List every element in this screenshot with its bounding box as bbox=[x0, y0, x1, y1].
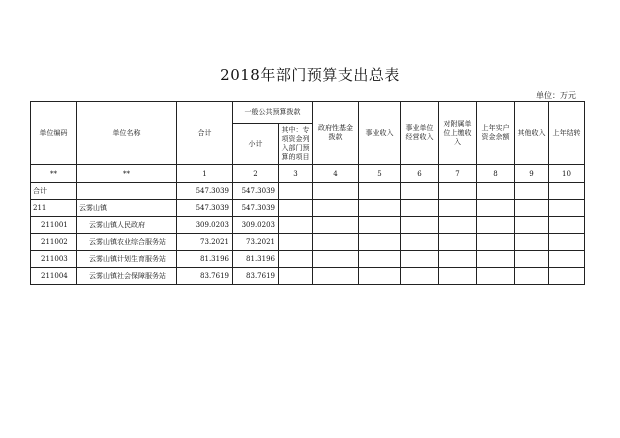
index-cell: 7 bbox=[439, 165, 477, 183]
header-general-budget: 一般公共预算拨款 bbox=[233, 102, 313, 124]
cell-name: 云雾山镇计划生育服务站 bbox=[77, 251, 177, 268]
empty-cell bbox=[401, 217, 439, 234]
empty-cell bbox=[359, 234, 401, 251]
header-subordinate-turnover: 对附属单位上缴收入 bbox=[439, 102, 477, 165]
empty-cell bbox=[401, 234, 439, 251]
cell-total: 83.7619 bbox=[177, 268, 233, 285]
header-career-income: 事业收入 bbox=[359, 102, 401, 165]
empty-cell bbox=[279, 217, 313, 234]
cell-code: 211001 bbox=[31, 217, 77, 234]
index-cell: 6 bbox=[401, 165, 439, 183]
header-gov-fund: 政府性基金拨款 bbox=[313, 102, 359, 165]
cell-total: 81.3196 bbox=[177, 251, 233, 268]
cell-total: 73.2021 bbox=[177, 234, 233, 251]
empty-cell bbox=[515, 268, 549, 285]
empty-cell bbox=[515, 217, 549, 234]
empty-cell bbox=[359, 183, 401, 200]
index-cell: ** bbox=[31, 165, 77, 183]
index-cell: 4 bbox=[313, 165, 359, 183]
empty-cell bbox=[359, 268, 401, 285]
empty-cell bbox=[515, 234, 549, 251]
table-row bbox=[31, 217, 585, 234]
empty-cell bbox=[439, 200, 477, 217]
cell-subtotal: 83.7619 bbox=[233, 268, 279, 285]
empty-cell bbox=[313, 200, 359, 217]
cell-name: 云雾山镇社会保障服务站 bbox=[77, 268, 177, 285]
empty-cell bbox=[477, 234, 515, 251]
index-cell: 5 bbox=[359, 165, 401, 183]
empty-cell bbox=[549, 251, 585, 268]
empty-cell bbox=[401, 200, 439, 217]
header-unit-name: 单位名称 bbox=[77, 102, 177, 165]
empty-cell bbox=[439, 234, 477, 251]
table-row bbox=[31, 268, 585, 285]
header-career-operating: 事业单位经营收入 bbox=[401, 102, 439, 165]
cell-name: 云雾山镇 bbox=[77, 200, 177, 217]
empty-cell bbox=[313, 183, 359, 200]
empty-cell bbox=[439, 251, 477, 268]
index-cell: ** bbox=[77, 165, 177, 183]
empty-cell bbox=[279, 234, 313, 251]
cell-subtotal: 547.3039 bbox=[233, 183, 279, 200]
empty-cell bbox=[549, 268, 585, 285]
empty-cell bbox=[313, 217, 359, 234]
empty-cell bbox=[279, 183, 313, 200]
empty-cell bbox=[401, 268, 439, 285]
cell-total: 547.3039 bbox=[177, 183, 233, 200]
empty-cell bbox=[477, 200, 515, 217]
empty-cell bbox=[515, 251, 549, 268]
cell-subtotal: 81.3196 bbox=[233, 251, 279, 268]
empty-cell bbox=[549, 200, 585, 217]
empty-cell bbox=[549, 183, 585, 200]
cell-code: 211 bbox=[31, 200, 77, 217]
header-carry-forward: 上年结转 bbox=[549, 102, 585, 165]
index-cell: 3 bbox=[279, 165, 313, 183]
unit-label: 单位：万元 bbox=[536, 91, 576, 100]
cell-total: 547.3039 bbox=[177, 200, 233, 217]
table-row bbox=[31, 251, 585, 268]
empty-cell bbox=[515, 183, 549, 200]
header-other-income: 其他收入 bbox=[515, 102, 549, 165]
header-special-funds: 其中：专项资金列入部门预算的项目 bbox=[279, 124, 313, 165]
empty-cell bbox=[477, 183, 515, 200]
cell-name bbox=[77, 183, 177, 200]
header-prev-balance: 上年实户资金余额 bbox=[477, 102, 515, 165]
empty-cell bbox=[549, 217, 585, 234]
budget-table bbox=[30, 101, 585, 285]
header-unit-code: 单位编码 bbox=[31, 102, 77, 165]
empty-cell bbox=[477, 217, 515, 234]
cell-total: 309.0203 bbox=[177, 217, 233, 234]
cell-subtotal: 309.0203 bbox=[233, 217, 279, 234]
cell-code: 合计 bbox=[31, 183, 77, 200]
header-total: 合计 bbox=[177, 102, 233, 165]
empty-cell bbox=[359, 217, 401, 234]
empty-cell bbox=[279, 200, 313, 217]
empty-cell bbox=[279, 251, 313, 268]
index-cell: 2 bbox=[233, 165, 279, 183]
empty-cell bbox=[313, 251, 359, 268]
index-cell: 10 bbox=[549, 165, 585, 183]
table-row bbox=[31, 200, 585, 217]
cell-name: 云雾山镇人民政府 bbox=[77, 217, 177, 234]
empty-cell bbox=[359, 251, 401, 268]
table-row bbox=[31, 183, 585, 200]
empty-cell bbox=[477, 251, 515, 268]
empty-cell bbox=[439, 268, 477, 285]
empty-cell bbox=[313, 268, 359, 285]
cell-subtotal: 547.3039 bbox=[233, 200, 279, 217]
cell-code: 211004 bbox=[31, 268, 77, 285]
empty-cell bbox=[477, 268, 515, 285]
index-cell: 8 bbox=[477, 165, 515, 183]
index-cell: 1 bbox=[177, 165, 233, 183]
page-title: 2018年部门预算支出总表 bbox=[220, 66, 400, 84]
empty-cell bbox=[401, 251, 439, 268]
table-row bbox=[31, 234, 585, 251]
empty-cell bbox=[279, 268, 313, 285]
header-subtotal: 小计 bbox=[233, 124, 279, 165]
empty-cell bbox=[359, 200, 401, 217]
empty-cell bbox=[515, 200, 549, 217]
empty-cell bbox=[549, 234, 585, 251]
cell-code: 211002 bbox=[31, 234, 77, 251]
index-cell: 9 bbox=[515, 165, 549, 183]
empty-cell bbox=[313, 234, 359, 251]
index-row bbox=[31, 165, 585, 183]
empty-cell bbox=[439, 183, 477, 200]
cell-name: 云雾山镇农业综合服务站 bbox=[77, 234, 177, 251]
table-body bbox=[31, 183, 585, 285]
cell-code: 211003 bbox=[31, 251, 77, 268]
empty-cell bbox=[401, 183, 439, 200]
cell-subtotal: 73.2021 bbox=[233, 234, 279, 251]
empty-cell bbox=[439, 217, 477, 234]
